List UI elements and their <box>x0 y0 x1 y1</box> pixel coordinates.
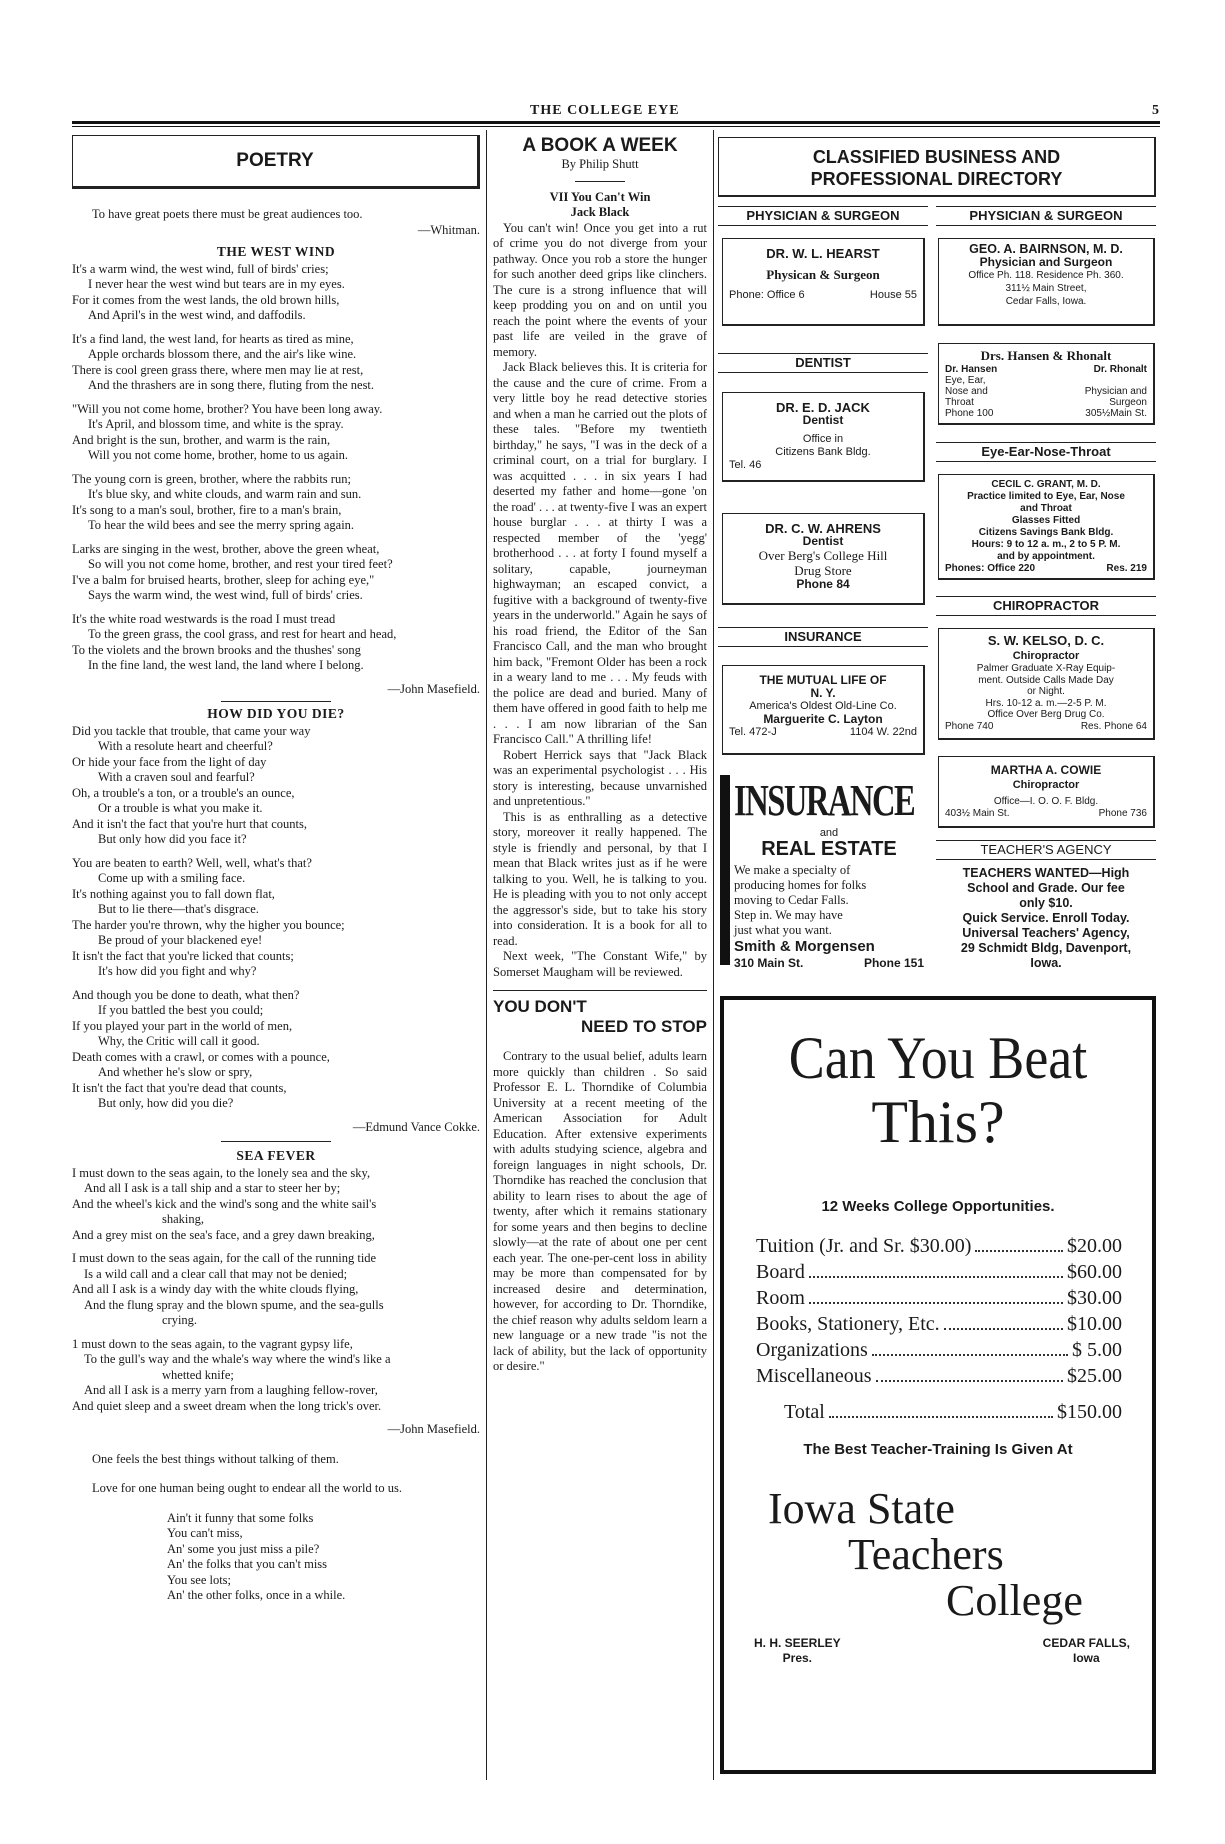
card-line: Practice limited to Eye, Ear, Nose <box>967 491 1125 502</box>
ad-dots <box>876 1363 1063 1382</box>
card-address: 1104 W. 22nd <box>849 726 917 738</box>
ad-item-label: Books, Stationery, Etc. <box>756 1313 940 1335</box>
ad-item-value: $20.00 <box>1067 1235 1122 1257</box>
book-author: Jack Black <box>570 205 630 219</box>
paragraph: Next week, "The Constant Wife," by Somerset Maugham will be reviewed. <box>493 949 707 979</box>
poetry-column <box>72 135 480 1604</box>
poem-line: It's April, and blossom time, and white is the spray. <box>88 417 344 431</box>
card-house: House 55 <box>869 289 917 301</box>
poem-line: And though you be done to death, what then? <box>72 987 300 1002</box>
card-line: Citizens Bank Bldg. <box>775 446 871 458</box>
paragraph: You can't win! Once you get into a rut of crime you do not diverge from your pathway. Once you rob a store the hunger for such another deed grips like clinchers. The cure is a strong influence that will keep prodding you on and on until you reach the point where the events of your past life are veiled in the grave of memory. <box>493 220 707 359</box>
ad-price-row <box>756 1337 1122 1363</box>
paragraph: Contrary to the usual belief, adults learn more quickly than children . So said Professor E. L. Thorndike of Columbia University at a recent meeting of the American Association for Adult Education. After extensive experiments with adults studying science, algebra and foreign languages in night schools, Dr. Thorndike has reached the conclusion that ability to learn rises to about the age of twenty, after which it remains stationary for some years and then begins to decline slowly—at the rate of about one per cent each year. The one-per-cent loss in ability may be more than compensated for by increased desire and determination, however, for according to Dr. Thorndike, the chief reason why adults seldom learn a new language or a new trade "is not the lack of ability, but the lack of opportunity or desire." <box>493 1049 707 1373</box>
poem-line: If you battled the best you could; <box>98 1003 264 1017</box>
card-line: Hours: 9 to 12 a. m., 2 to 5 P. M. <box>971 539 1121 550</box>
ad-dots <box>872 1337 1068 1356</box>
card-line: and Throat <box>1020 503 1072 514</box>
card-line: Glasses Fitted <box>1011 515 1081 526</box>
stanza <box>72 472 480 534</box>
ad-price-row <box>756 1311 1122 1337</box>
ad-iowa-state <box>720 996 1156 1774</box>
poem-line: crying. <box>162 1313 198 1327</box>
stanza <box>72 332 480 394</box>
header-rule-thick <box>72 121 1160 124</box>
poem-line: For it comes from the west lands, the old brown hills, <box>72 292 340 307</box>
book-subtitle: VII You Can't Win <box>549 189 651 204</box>
column-divider-1 <box>486 130 487 1780</box>
poem-line: And all I ask is a tall ship and a star to steer her by; <box>84 1181 341 1195</box>
card-grant <box>938 474 1155 580</box>
card-name: DR. E. D. JACK <box>776 400 870 415</box>
book-heading: A BOOK A WEEK <box>522 135 678 156</box>
poem-line: Or a trouble is what you make it. <box>98 801 263 815</box>
poem-line: The harder you're thrown, why the higher you bounce; <box>72 917 345 932</box>
poem-line: But only, how did you die? <box>98 1096 234 1110</box>
teachers-line: Quick Service. Enroll Today. <box>962 911 1130 925</box>
divider <box>221 1141 331 1142</box>
directory-heading-line-2: PROFESSIONAL DIRECTORY <box>810 169 1063 189</box>
poem-line: The young corn is green, brother, where the rabbits run; <box>72 471 351 486</box>
card-line: Phones: Office 220 <box>945 563 1036 574</box>
ad-headline-2: This? <box>871 1089 1005 1155</box>
poem-line: You are beaten to earth? Well, well, what's that? <box>72 855 312 870</box>
closing-line-1: One feels the best things without talking of them. <box>92 1451 339 1466</box>
ad-line: producing homes for folks <box>734 878 867 892</box>
card-name: CECIL C. GRANT, M. D. <box>991 479 1101 490</box>
poem-line: And a grey mist on the sea's face, and a grey dawn breaking, <box>72 1227 375 1242</box>
card-title: Chiropractor <box>1012 779 1080 791</box>
poem-line: And whether he's slow or spry, <box>98 1065 253 1079</box>
stop-heading-line-2: NEED TO STOP <box>581 1017 707 1036</box>
poem-line: It's the white road westwards is the road I must tread <box>72 611 336 626</box>
paragraph: This is as enthralling as a detective story, moreover it really happened. The style is friendly and personal, by that I mean that Black writes just as if he were talking to you. Well, he is talking to you. He is pleading with you to not only accept the aggressor's side, but to take his story into consideration. It is a book for all to read. <box>493 809 707 948</box>
card-kelso <box>938 628 1155 740</box>
ad-dots <box>829 1399 1053 1418</box>
poetry-body <box>72 207 480 1604</box>
poem-line: To the gull's way and the whale's way where the wind's like a <box>84 1352 391 1366</box>
poem-line: So will you not come home, brother, and rest your tired feet? <box>88 557 393 571</box>
ad-item-label: Board <box>756 1261 805 1283</box>
poem-line: It isn't the fact that you're licked that counts; <box>72 948 294 963</box>
ad-dots <box>944 1311 1063 1330</box>
ad-school-2: Teachers <box>848 1530 1004 1579</box>
card-line: 305½Main St. <box>1085 408 1147 419</box>
ad-lines <box>734 863 928 938</box>
poem-line: To the green grass, the cool grass, and rest for heart and head, <box>88 627 397 641</box>
directory-heading-box <box>718 137 1156 197</box>
ad-item-label: Room <box>756 1287 805 1309</box>
stanza <box>72 1166 480 1244</box>
directory-heading-line-1: CLASSIFIED BUSINESS AND <box>812 147 1061 167</box>
ad-price-row <box>756 1285 1122 1311</box>
card-name: THE MUTUAL LIFE OF <box>759 673 887 687</box>
poem-line: It's song to a man's soul, brother, fire to a man's brain, <box>72 502 342 517</box>
card-title: Chiropractor <box>1012 650 1080 662</box>
stanza <box>72 542 480 604</box>
poetry-heading: POETRY <box>236 150 314 171</box>
ad-school-1: Iowa State <box>768 1484 955 1533</box>
section-bar: PHYSICIAN & SURGEON <box>936 206 1156 226</box>
poem-line: To the violets and the brown brooks and the thushes' song <box>72 642 361 657</box>
card-line: Drug Store <box>794 563 852 578</box>
ad-real-estate: REAL ESTATE <box>761 838 897 860</box>
ad-item-label: Organizations <box>756 1339 868 1361</box>
card-agent: Marguerite C. Layton <box>763 712 883 726</box>
ad-smith-morgensen <box>720 775 928 975</box>
card-line: Office in <box>802 433 844 445</box>
card-name: GEO. A. BAIRNSON, M. D. <box>969 242 1123 256</box>
teachers-line: only $10. <box>1019 896 1073 910</box>
card-title: Dentist <box>802 413 844 427</box>
divider <box>493 990 707 991</box>
poem-line: It's a warm wind, the west wind, full of birds' cries; <box>72 261 329 276</box>
poem-line: I must down to the seas again, to the lonely sea and the sky, <box>72 1165 371 1180</box>
card-name: MARTHA A. COWIE <box>990 763 1102 777</box>
card-title: Dentist <box>802 534 844 548</box>
column-divider-2 <box>713 130 714 1780</box>
ad-line: Step in. We may have <box>734 908 843 922</box>
ad-address: 310 Main St. <box>734 956 804 970</box>
stanza <box>72 612 480 674</box>
poem-line: You can't miss, <box>167 1526 243 1540</box>
ad-president-title: Pres. <box>782 1651 813 1665</box>
poem-line: Death comes with a crawl, or comes with a pounce, <box>72 1049 330 1064</box>
card-line: Hrs. 10-12 a. m.—2-5 P. M. <box>985 697 1107 709</box>
ad-firm: Smith & Morgensen <box>734 938 875 955</box>
poem-line: It's how did you fight and why? <box>98 964 257 978</box>
poem-title-sea-fever: SEA FEVER <box>236 1148 316 1163</box>
poem-line: In the fine land, the west land, the land where I belong. <box>88 658 364 672</box>
poem-line: An' the folks that you can't miss <box>167 1557 328 1571</box>
ad-city: CEDAR FALLS, <box>1042 1636 1130 1650</box>
epigraph-author: —Whitman. <box>417 222 480 237</box>
card-line: or Night. <box>1027 686 1065 697</box>
poem-author: —Edmund Vance Cokke. <box>352 1119 480 1134</box>
card-line: Dr. Hansen <box>945 364 998 375</box>
poem-line: I never hear the west wind but tears are in my eyes. <box>88 277 345 291</box>
card-line: 311½ Main Street, <box>1005 283 1087 294</box>
poem-line: Be proud of your blackened eye! <box>98 933 263 947</box>
section-bar: DENTIST <box>718 353 928 373</box>
card-phone: Phone: Office 6 <box>729 289 805 301</box>
stanza <box>72 856 480 980</box>
card-title: Physican & Surgeon <box>766 267 880 282</box>
teachers-line: School and Grade. Our fee <box>967 881 1125 895</box>
poem-line: And quiet sleep and a sweet dream when the long trick's over. <box>72 1398 382 1413</box>
section-bar: CHIROPRACTOR <box>936 596 1156 616</box>
poem-line: If you played your part in the world of men, <box>72 1018 293 1033</box>
card-line: and by appointment. <box>997 551 1095 562</box>
card-tel: Tel. 46 <box>729 459 762 471</box>
ad-price-row <box>756 1363 1122 1389</box>
stanza <box>72 988 480 1112</box>
card-line: Phone 740 <box>945 720 994 732</box>
stop-heading <box>493 997 707 1037</box>
ad-price-list <box>756 1233 1122 1389</box>
poem-west-wind <box>72 262 480 674</box>
poem-how-did-you-die <box>72 724 480 1112</box>
card-line: ment. Outside Calls Made Day <box>978 674 1114 686</box>
card-line: Over Berg's College Hill <box>758 548 888 563</box>
card-line: Eye, Ear, <box>945 375 986 386</box>
ad-line: moving to Cedar Falls. <box>734 893 849 907</box>
ad-line: just what you want. <box>734 923 832 937</box>
teachers-agency-ad <box>936 866 1156 971</box>
card-line: Palmer Graduate X-Ray Equip- <box>976 663 1116 674</box>
ad-state: Iowa <box>1072 1651 1100 1665</box>
stanza <box>72 724 480 848</box>
section-bar: PHYSICIAN & SURGEON <box>718 206 928 226</box>
ad-item-label: Tuition (Jr. and Sr. $30.00) <box>756 1235 972 1257</box>
card-line: Citizens Savings Bank Bldg. <box>978 527 1114 538</box>
teachers-line: 29 Schmidt Bldg, Davenport, <box>960 941 1132 955</box>
poem-line: There is cool green grass there, where men may lie at rest, <box>72 362 364 377</box>
poem-ditty <box>72 1511 480 1604</box>
card-mutual-life <box>722 665 925 755</box>
card-line: Office Ph. 118. Residence Ph. 360. <box>968 270 1124 281</box>
card-line: Physician and <box>1084 386 1147 397</box>
ad-item-label: Miscellaneous <box>756 1365 872 1387</box>
poem-line: It's a find land, the west land, for hearts as tired as mine, <box>72 331 354 346</box>
card-line: Surgeon <box>1109 397 1147 408</box>
card-line: Res. 219 <box>1106 563 1147 574</box>
card-name: DR. C. W. AHRENS <box>765 521 881 536</box>
poem-line: whetted knife; <box>162 1367 234 1382</box>
card-name: DR. W. L. HEARST <box>766 246 880 261</box>
poem-author: —John Masefield. <box>387 681 480 696</box>
poem-line: Larks are singing in the west, brother, above the green wheat, <box>72 541 380 556</box>
card-phone: Phone 84 <box>796 577 850 591</box>
poem-line: It isn't the fact that you're dead that counts, <box>72 1080 287 1095</box>
poem-line: Why, the Critic will call it good. <box>98 1034 260 1048</box>
poem-line: With a resolute heart and cheerful? <box>98 739 273 753</box>
ad-headline-1: Can You Beat <box>788 1025 1088 1091</box>
card-line: America's Oldest Old-Line Co. <box>749 700 897 712</box>
poem-line: And bright is the sun, brother, and warm is the rain, <box>72 432 331 447</box>
card-line: Res. Phone 64 <box>1080 720 1147 732</box>
stanza <box>72 1337 480 1415</box>
card-line: Phone 736 <box>1098 808 1147 819</box>
stanza <box>72 402 480 464</box>
book-byline: By Philip Shutt <box>561 157 639 171</box>
ad-school-3: College <box>946 1576 1083 1625</box>
poem-line: Ain't it funny that some folks <box>167 1510 314 1525</box>
card-line: Nose and <box>945 386 988 397</box>
page-number: 5 <box>1152 103 1160 118</box>
book-column <box>493 135 707 1375</box>
card-line: Phone 100 <box>945 408 994 419</box>
teachers-line: TEACHERS WANTED—High <box>962 866 1130 880</box>
header-rule-thin <box>72 126 1160 127</box>
ad-and: and <box>819 827 839 839</box>
section-bar: INSURANCE <box>718 627 928 647</box>
poem-line: Says the warm wind, the west wind, full of birds' cries. <box>88 588 363 602</box>
card-hearst <box>722 238 925 326</box>
poem-line: And all I ask is a merry yarn from a laughing fellow-rover, <box>84 1383 378 1397</box>
ad-total-label: Total <box>784 1401 825 1423</box>
book-review-text <box>493 221 707 981</box>
paragraph: Robert Herrick says that "Jack Black was an experimental psychologist . . . His story is interesting, because unvarnished and unpretentious." <box>493 747 707 808</box>
newspaper-title: THE COLLEGE EYE <box>530 103 680 118</box>
card-line: Cedar Falls, Iowa. <box>1005 296 1087 307</box>
card-ahrens <box>722 513 925 605</box>
divider <box>575 181 625 182</box>
ad-item-value: $30.00 <box>1067 1287 1122 1309</box>
poetry-heading-box <box>72 135 480 189</box>
poem-line: But to lie there—that's disgrace. <box>98 902 259 916</box>
ad-total-value: $150.00 <box>1057 1401 1122 1423</box>
section-bar: Eye-Ear-Nose-Throat <box>936 442 1156 462</box>
poem-line: And all I ask is a windy day with the white clouds flying, <box>72 1282 359 1296</box>
poem-line: To hear the wild bees and see the merry spring again. <box>88 518 355 532</box>
poem-line: An' some you just miss a pile? <box>167 1541 320 1556</box>
section-bar: TEACHER'S AGENCY <box>936 840 1156 860</box>
poem-line: And April's in the west wind, and daffodils. <box>88 308 306 322</box>
closing-line-2: Love for one human being ought to endear all the world to us. <box>92 1481 402 1495</box>
ad-dots <box>809 1285 1063 1304</box>
poem-line: And it isn't the fact that you're hurt that counts, <box>72 816 308 831</box>
stanza <box>72 1251 480 1329</box>
ad-phone: Phone 151 <box>863 956 924 970</box>
poem-line: You see lots; <box>167 1572 232 1587</box>
card-name: S. W. KELSO, D. C. <box>987 633 1105 648</box>
poem-line: An' the other folks, once in a while. <box>167 1588 346 1602</box>
ad-price-row <box>756 1259 1122 1285</box>
ad-item-value: $ 5.00 <box>1072 1339 1122 1361</box>
card-line: Throat <box>945 397 974 408</box>
card-name: Drs. Hansen & Rhonalt <box>980 348 1112 363</box>
directory-heading <box>719 146 1154 190</box>
stanza <box>72 262 480 324</box>
card-cowie <box>938 756 1155 828</box>
poem-author: —John Masefield. <box>387 1422 480 1436</box>
ad-item-value: $25.00 <box>1067 1365 1122 1387</box>
poem-line: 1 must down to the seas again, to the vagrant gypsy life, <box>72 1336 353 1351</box>
card-bairnson <box>938 238 1155 326</box>
divider <box>221 701 331 702</box>
poem-line: Is a wild call and a clear call that may not be denied; <box>84 1266 348 1281</box>
poem-title-west-wind: THE WEST WIND <box>216 244 336 259</box>
page-header <box>72 103 1160 121</box>
card-title: Physician and Surgeon <box>979 255 1113 269</box>
epigraph: To have great poets there must be great audiences too. <box>92 207 363 221</box>
poem-sea-fever <box>72 1166 480 1415</box>
poem-line: With a craven soul and fearful? <box>98 770 255 784</box>
stop-heading-line-1: YOU DON'T <box>493 997 587 1016</box>
poem-line: Apple orchards blossom there, and the air's like wine. <box>88 347 357 361</box>
ad-dots <box>975 1233 1063 1252</box>
poem-line: Did you tackle that trouble, that came your way <box>72 723 311 738</box>
ad-president-name: H. H. SEERLEY <box>754 1636 841 1650</box>
card-line: Office—I. O. O. F. Bldg. <box>993 796 1099 807</box>
ad-dots <box>809 1259 1063 1278</box>
poem-line: Oh, a trouble's a ton, or a trouble's an ounce, <box>72 785 295 800</box>
card-hansen-rhonalt <box>938 343 1155 425</box>
ad-best: The Best Teacher-Training Is Given At <box>803 1441 1073 1458</box>
poem-line: It's nothing against you to fall down flat, <box>72 886 275 901</box>
ad-line: We make a specialty of <box>734 863 851 877</box>
poem-line: And the wheel's kick and the wind's song and the white sail's <box>72 1196 377 1211</box>
poem-line: And the thrashers are in song there, fluting from the nest. <box>88 378 375 392</box>
poem-line: And the flung spray and the blown spume, and the sea-gulls <box>84 1297 384 1312</box>
card-line: Dr. Rhonalt <box>1093 364 1147 375</box>
insurance-big-word: INSURANCE <box>734 776 915 825</box>
card-name-2: N. Y. <box>810 686 836 700</box>
teachers-line: Iowa. <box>1030 956 1062 970</box>
ad-footer <box>724 1624 1152 1666</box>
poem-line: shaking, <box>162 1212 205 1226</box>
poem-line: I must down to the seas again, for the call of the running tide <box>72 1251 377 1265</box>
poem-title-how-did-you-die: HOW DID YOU DIE? <box>207 706 345 721</box>
card-line: 403½ Main St. <box>945 808 1010 819</box>
ad-total-row <box>784 1399 1122 1425</box>
ad-item-value: $60.00 <box>1067 1261 1122 1283</box>
paragraph: Jack Black believes this. It is criteria for the cause and the cure of crime. From a very little boy he read detective stories and when a man he carried out the plots of these tales. "Before my twentieth birthday," he says, "I was in the deck of a criminal court, on a trial for burglary. I was acquitted . . . in six years I had deserted my father and home—gone 'on the road' . . . at twenty-five I was an expert house burglar . . . at thirty I was a respected member of the 'yegg' brotherhood . . . at forty I found myself a solitary, capable, journeyman highwayman; an escaped convict, a fugitive with a background of twenty-five years in the underworld." Again he says of his road friend, the Editor of the San Francisco Call, and the man who brought him back, "Fremont Older has been a rock in a weary land to me . . . My feuds with the police are dead and buried. Many of them have offered in good faith to help me . . . I am now librarian of the San Francisco Call." A thrilling life! <box>493 360 707 746</box>
teachers-line: Universal Teachers' Agency, <box>962 926 1130 940</box>
card-jack <box>722 392 925 482</box>
poem-line: Or hide your face from the light of day <box>72 754 267 769</box>
poem-line: Come up with a smiling face. <box>98 871 246 885</box>
stop-article-text <box>493 1049 707 1375</box>
card-tel: Tel. 472-J <box>729 726 777 738</box>
poem-line: Will you not come home, brother, home to us again. <box>88 448 349 462</box>
poem-line: "Will you not come home, brother? You have been long away. <box>72 401 383 416</box>
ad-price-row <box>756 1233 1122 1259</box>
card-line: Office Over Berg Drug Co. <box>987 709 1105 720</box>
poem-line: I've a balm for bruised hearts, brother, sleep for aching eye," <box>72 572 375 587</box>
ad-item-value: $10.00 <box>1067 1313 1122 1335</box>
ad-bar <box>720 775 730 965</box>
poem-line: It's blue sky, and white clouds, and warm rain and sun. <box>88 487 362 501</box>
ad-subheading: 12 Weeks College Opportunities. <box>821 1198 1055 1215</box>
poem-line: But only how did you face it? <box>98 832 247 846</box>
